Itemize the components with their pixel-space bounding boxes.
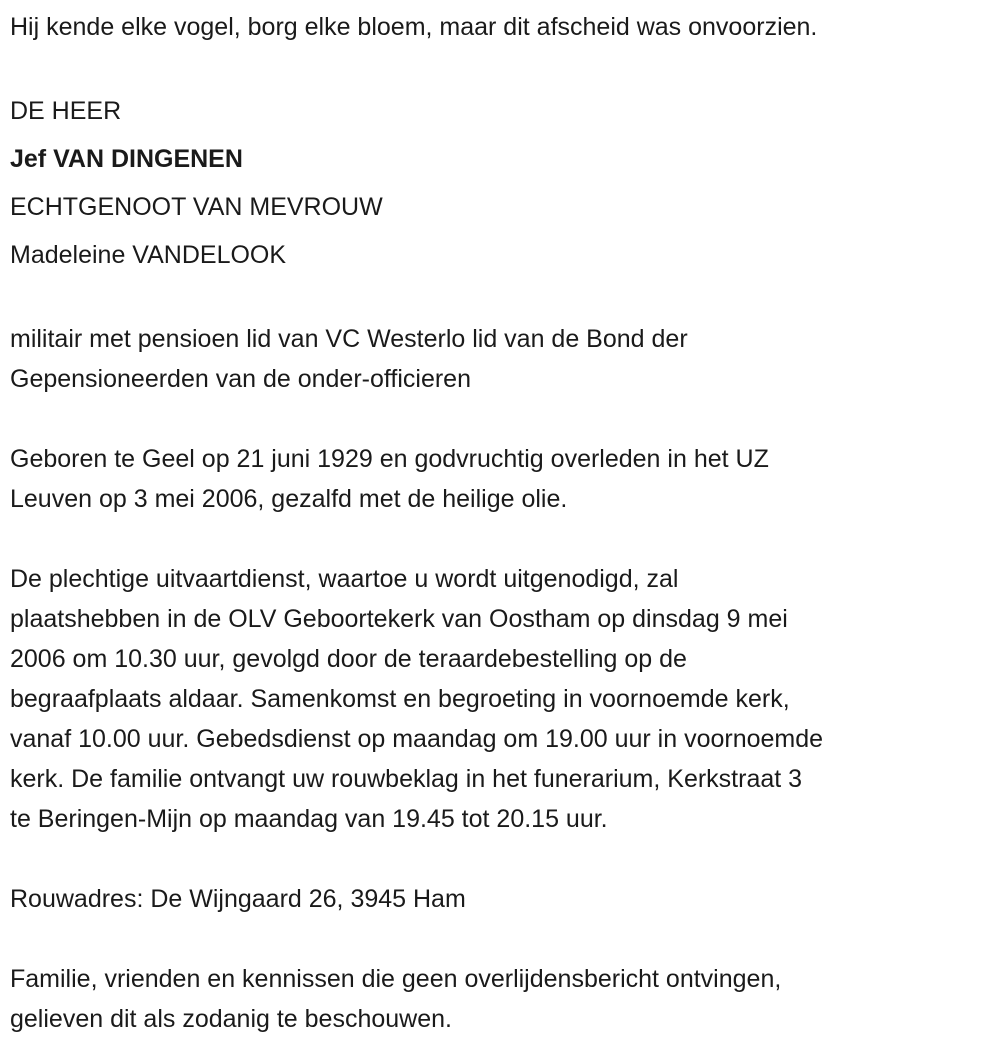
text-line: vanaf 10.00 uur. Gebedsdienst op maandag om 19.00 uur in voornoemde bbox=[10, 725, 824, 753]
text-line: militair met pensioen lid van VC Westerlo lid van de Bond der bbox=[10, 325, 688, 353]
text-line: Leuven op 3 mei 2006, gezalfd met de heilige olie. bbox=[10, 485, 568, 513]
birth-death-paragraph bbox=[10, 439, 823, 519]
notice-paragraph bbox=[10, 959, 823, 1039]
text-line: Geboren te Geel op 21 juni 1929 en godvruchtig overleden in het UZ bbox=[10, 445, 769, 473]
text-line: 2006 om 10.30 uur, gevolgd door de teraardebestelling op de bbox=[10, 645, 687, 673]
text-line: plaatshebben in de OLV Geboortekerk van Oostham op dinsdag 9 mei bbox=[10, 605, 788, 633]
funeral-paragraph bbox=[10, 559, 823, 839]
relation: ECHTGENOOT VAN MEVROUW bbox=[10, 193, 383, 221]
text-line: te Beringen-Mijn op maandag van 19.45 tot 20.15 uur. bbox=[10, 805, 608, 833]
paragraphs bbox=[10, 279, 823, 1039]
obituary-document bbox=[10, 7, 823, 1039]
text-line: Rouwadres: De Wijngaard 26, 3945 Ham bbox=[10, 885, 466, 913]
spouse-name: Madeleine VANDELOOK bbox=[10, 241, 287, 269]
occupation-paragraph bbox=[10, 319, 823, 399]
intro-quote: Hij kende elke vogel, borg elke bloem, maar dit afscheid was onvoorzien. bbox=[10, 13, 818, 41]
text-line: begraafplaats aldaar. Samenkomst en begroeting in voornoemde kerk, bbox=[10, 685, 790, 713]
title: DE HEER bbox=[10, 97, 122, 125]
text-line: Familie, vrienden en kennissen die geen overlijdensbericht ontvingen, bbox=[10, 965, 782, 993]
text-line: Gepensioneerden van de onder-officieren bbox=[10, 365, 471, 393]
deceased-name bbox=[10, 135, 823, 183]
deceased-name-text: Jef VAN DINGENEN bbox=[10, 145, 243, 173]
text-line: De plechtige uitvaartdienst, waartoe u wordt uitgenodigd, zal bbox=[10, 565, 679, 593]
text-line: kerk. De familie ontvangt uw rouwbeklag in het funerarium, Kerkstraat 3 bbox=[10, 765, 803, 793]
text-line: gelieven dit als zodanig te beschouwen. bbox=[10, 1005, 452, 1033]
address-paragraph bbox=[10, 879, 823, 919]
